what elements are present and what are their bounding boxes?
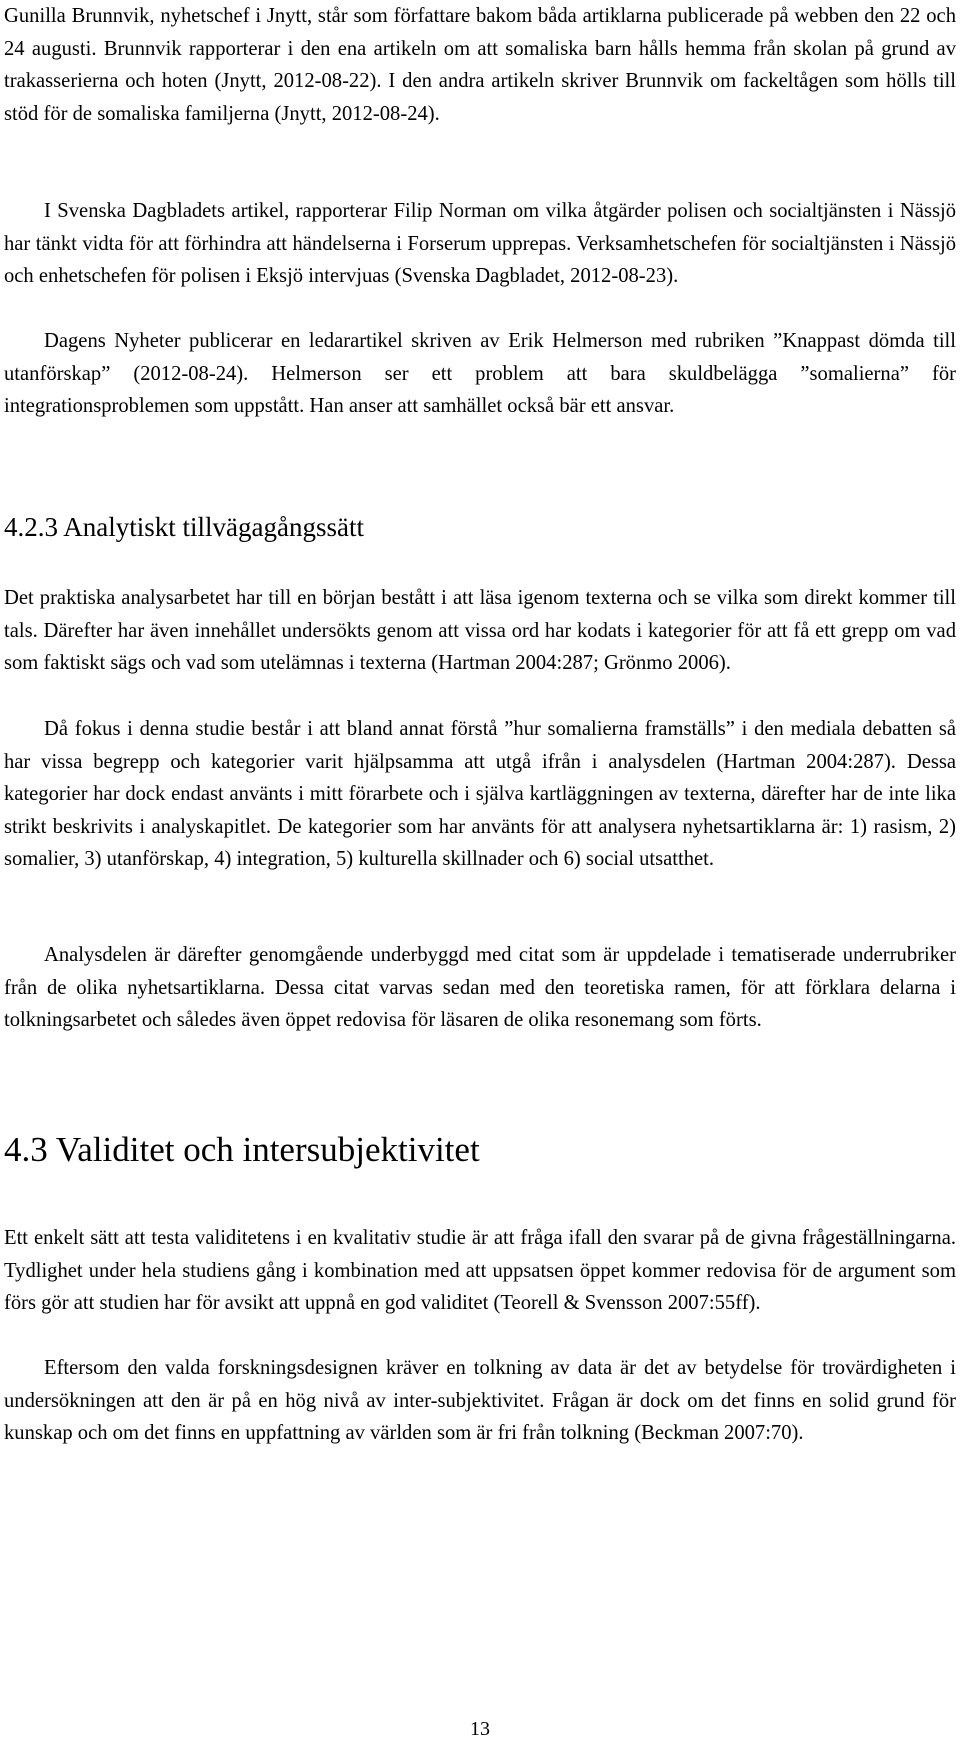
paragraph-dagens-nyheter: Dagens Nyheter publicerar en ledarartikel skriven av Erik Helmerson med rubriken ”Knappast dömda till utanförskap” (2012-08-24). Helmerson ser ett problem att bara skuldbelägga ”somalierna” för integrationsproblemen som uppstått. Han anser att samhället också bär ett ansvar. — [4, 330, 956, 418]
paragraph-brunnvik: Gunilla Brunnvik, nyhetschef i Jnytt, står som författare bakom båda artiklarna publicerade på webben den 22 och 24 augusti. Brunnvik rapporterar i den ena artikeln om att somaliska barn hålls hemma från skolan på grund av trakasserierna och hoten (Jnytt, 2012-08-22). I den andra artikeln skriver Brunnvik om fackeltågen som hölls till stöd för de somaliska familjerna (Jnytt, 2012-08-24). — [4, 5, 956, 125]
heading-validitet-intersubjektivitet: 4.3 Validitet och intersubjektivitet — [4, 1130, 480, 1169]
heading-analytiskt-tillvagagangssatt: 4.2.3 Analytiskt tillvägagångssätt — [4, 512, 364, 542]
page-number: 13 — [470, 1718, 490, 1740]
paragraph-analysarbetet: Det praktiska analysarbetet har till en början bestått i att läsa igenom texterna och se vilka som direkt kommer till tals. Därefter har även innehållet undersökts genom att vissa ord har kodats i kategorier för att få ett grepp om vad som faktiskt sägs och vad som utelämnas i texterna (Hartman 2004:287; Grönmo 2006). — [4, 587, 956, 675]
paragraph-fokus: Då fokus i denna studie består i att bland annat förstå ”hur somalierna framställs” i den mediala debatten så har vissa begrepp och kategorier varit hjälpsamma att utgå ifrån i analysdelen (Hartman 2004:287). Dessa kategorier har dock endast använts i mitt förarbete och i själva kartläggningen av texterna, därefter har de inte lika strikt beskrivits i analyskapitlet. De kategorier som har använts för att analysera nyhetsartiklarna är: 1) rasism, 2) somalier, 3) utanförskap, 4) integration, 5) kulturella skillnader och 6) social utsatthet. — [4, 718, 956, 871]
paragraph-forskningsdesign: Eftersom den valda forskningsdesignen kräver en tolkning av data är det av betydelse för trovärdigheten i undersökningen att den är på en hög nivå av inter-subjektivitet. Frågan är dock om det finns en solid grund för kunskap och om det finns en uppfattning av världen som är fri från tolkning (Beckman 2007:70). — [4, 1357, 956, 1445]
paragraph-analysdelen: Analysdelen är därefter genomgående underbyggd med citat som är uppdelade i tematiserade underrubriker från de olika nyhetsartiklarna. Dessa citat varvas sedan med den teoretiska ramen, för att förklara delarna i tolkningsarbetet och således även öppet redovisa för läsaren de olika resonemang som förts. — [4, 944, 956, 1032]
paragraph-svenska-dagbladet: I Svenska Dagbladets artikel, rapporterar Filip Norman om vilka åtgärder polisen och socialtjänsten i Nässjö har tänkt vidta för att förhindra att händelserna i Forserum upprepas. Verksamhetschefen för socialtjänsten i Nässjö och enhetschefen för polisen i Eksjö intervjuas (Svenska Dagbladet, 2012-08-23). — [4, 200, 956, 288]
paragraph-validitet: Ett enkelt sätt att testa validitetens i en kvalitativ studie är att fråga ifall den svarar på de givna frågeställningarna. Tydlighet under hela studiens gång i kombination med att uppsatsen öppet kommer redovisa för de argument som förs gör att studien har för avsikt att uppnå en god validitet (Teorell & Svensson 2007:55ff). — [4, 1227, 956, 1315]
